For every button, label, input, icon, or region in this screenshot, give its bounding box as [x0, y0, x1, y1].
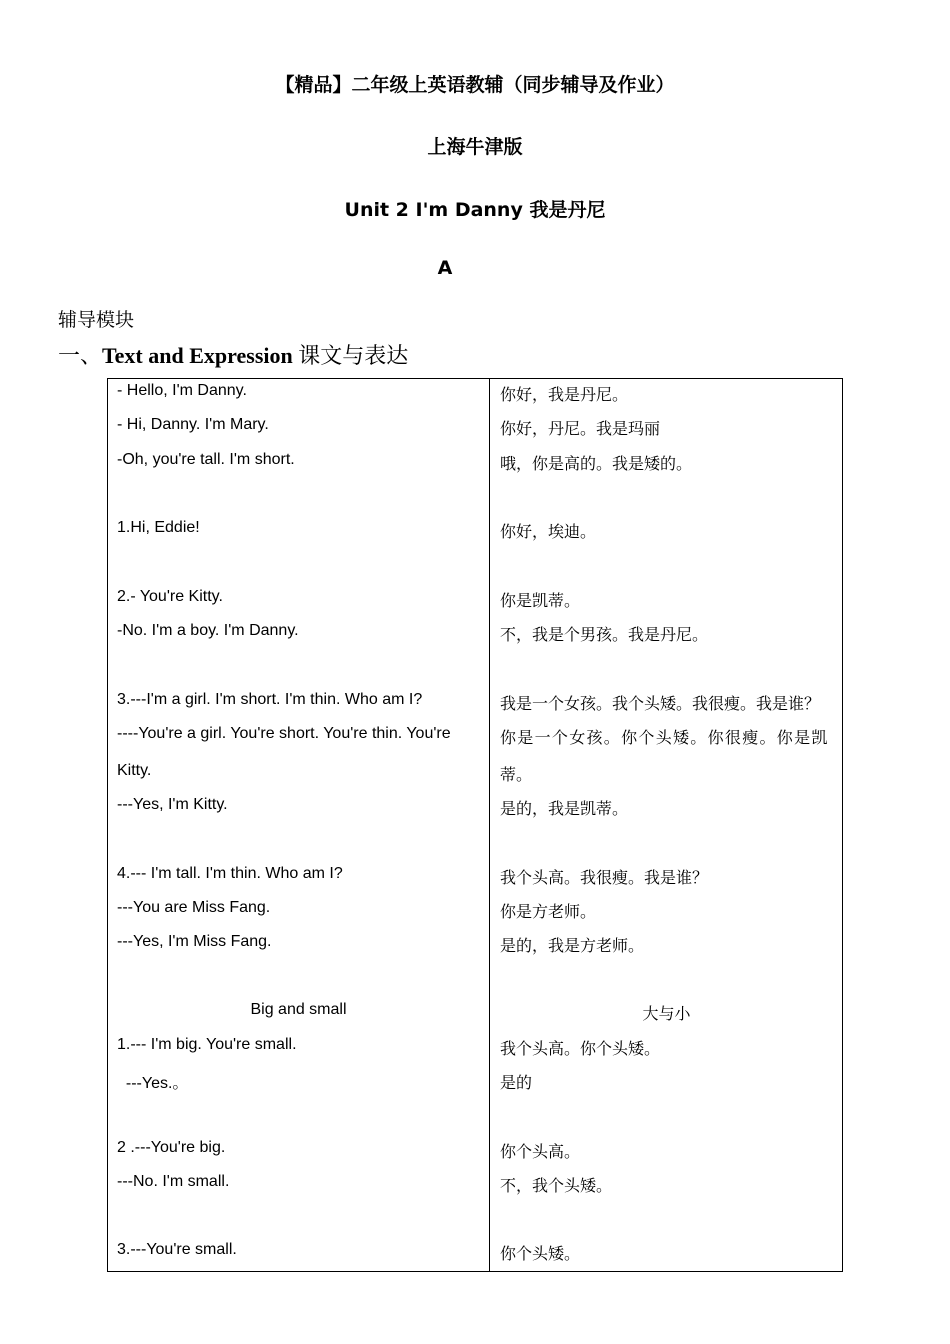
english-line: 1.Hi, Eddie! — [117, 519, 200, 536]
english-line: ---You are Miss Fang. — [117, 899, 271, 916]
chinese-line: 是的，我是凯蒂。 — [500, 799, 629, 818]
chinese-line: 是的 — [500, 1073, 533, 1092]
chinese-line: 你是凯蒂。 — [500, 591, 581, 610]
chinese-line: 哦，你是高的。我是矮的。 — [500, 454, 693, 473]
chinese-line: 我是一个女孩。我个头矮。我很瘦。我是谁？ — [500, 694, 821, 713]
english-line: ---Yes, I'm Kitty. — [117, 796, 228, 813]
unit-title: Unit 2 I'm Danny 我是丹尼 — [344, 199, 606, 221]
document-title: 【精品】二年级上英语教辅（同步辅导及作业） — [275, 74, 675, 96]
english-line: ----You're a girl. You're short. You're thin. You're — [117, 725, 451, 742]
chinese-line: 你是一个女孩。你个头矮。你很瘦。你是凯 — [500, 728, 829, 747]
english-line: 4.--- I'm tall. I'm thin. Who am I? — [117, 865, 343, 882]
english-line: ---Yes, I'm Miss Fang. — [117, 933, 272, 950]
chinese-line: 你个头高。 — [500, 1142, 581, 1161]
text-expression-table — [107, 378, 843, 1272]
subsection-title-zh: 大与小 — [642, 1004, 691, 1023]
chinese-line: 你好，埃迪。 — [500, 522, 597, 541]
chinese-line: 不，我个头矮。 — [500, 1176, 613, 1195]
english-line: ---Yes.。 — [117, 1075, 189, 1092]
english-line: 2 .---You're big. — [117, 1139, 226, 1156]
edition-label: 上海牛津版 — [427, 136, 523, 158]
english-line: -Oh, you're tall. I'm short. — [117, 451, 295, 468]
english-line: 1.--- I'm big. You're small. — [117, 1036, 297, 1053]
section-title-zh: 课文与表达 — [292, 343, 409, 368]
english-line: -No. I'm a boy. I'm Danny. — [117, 622, 299, 639]
chinese-line: 不，我是个男孩。我是丹尼。 — [500, 625, 709, 644]
english-line: Kitty. — [117, 762, 152, 779]
section-title-en: Text and Expression — [102, 343, 293, 368]
chinese-line: 蒂。 — [500, 765, 533, 784]
chinese-line: 我个头高。你个头矮。 — [500, 1039, 661, 1058]
english-line: 3.---You're small. — [117, 1241, 237, 1258]
english-line: ---No. I'm small. — [117, 1173, 230, 1190]
english-line: - Hello, I'm Danny. — [117, 382, 247, 399]
chinese-line: 我个头高。我很瘦。我是谁？ — [500, 868, 709, 887]
chinese-line: 是的，我是方老师。 — [500, 936, 645, 955]
chinese-line: 你个头矮。 — [500, 1244, 581, 1263]
english-line: 3.---I'm a girl. I'm short. I'm thin. Who am I? — [117, 691, 423, 708]
column-divider — [489, 379, 490, 1271]
english-line: 2.- You're Kitty. — [117, 588, 223, 605]
chinese-line: 你是方老师。 — [500, 902, 597, 921]
chinese-line: 你好，我是丹尼。 — [500, 385, 629, 404]
english-line: - Hi, Danny. I'm Mary. — [117, 416, 269, 433]
module-label: 辅导模块 — [58, 309, 135, 331]
subsection-title-en: Big and small — [250, 1001, 347, 1018]
section-number: 一、 — [58, 343, 103, 368]
part-label: A — [437, 257, 453, 279]
section-heading — [58, 339, 408, 370]
chinese-line: 你好，丹尼。我是玛丽 — [500, 419, 661, 438]
